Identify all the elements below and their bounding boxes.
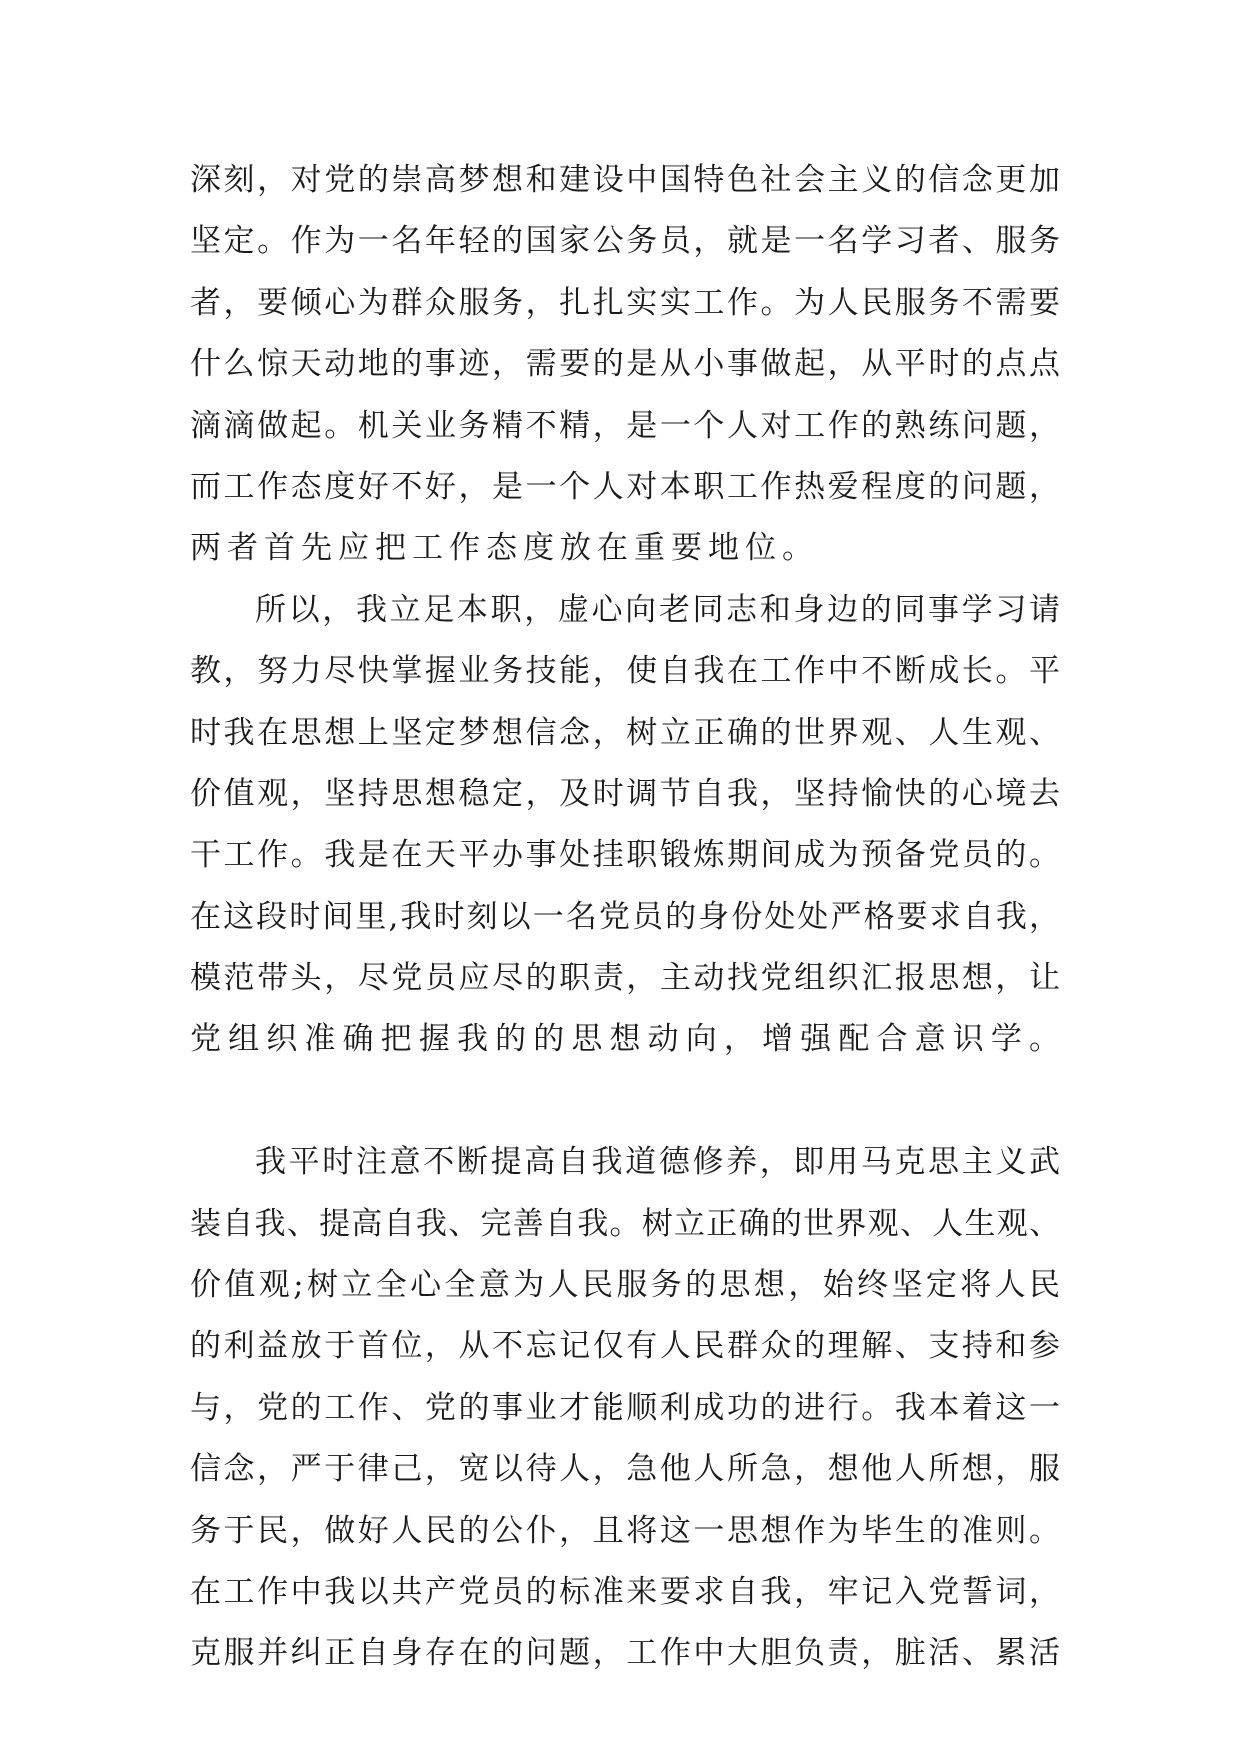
body-text: [190, 150, 1060, 1685]
text-line: 两者首先应把工作态度放在重要地位。: [190, 530, 819, 567]
text-line: 滴滴做起。机关业务精不精，是一个人对工作的熟练问题，: [190, 407, 1060, 444]
text-line: 我平时注意不断提高自我道德修养，即用马克思主义武: [255, 1144, 1060, 1181]
paragraph-3: [190, 1132, 1060, 1685]
text-line: 教，努力尽快掌握业务技能，使自我在工作中不断成长。平: [190, 653, 1060, 690]
text-line: 克服并纠正自身存在的问题，工作中大胆负责，脏活、累活: [190, 1635, 1060, 1672]
text-line: 时我在思想上坚定梦想信念，树立正确的世界观、人生观、: [190, 714, 1060, 751]
text-line: 者，要倾心为群众服务，扎扎实实工作。为人民服务不需要: [190, 284, 1060, 321]
text-line: 务于民，做好人民的公仆，且将这一思想作为毕生的准则。: [190, 1512, 1060, 1549]
paragraph-2: [190, 580, 1060, 1133]
text-line: 价值观，坚持思想稳定，及时调节自我，坚持愉快的心境去: [190, 775, 1060, 812]
paragraph-1: [190, 150, 1060, 580]
text-line: [190, 1071, 1060, 1132]
text-line: 坚定。作为一名年轻的国家公务员，就是一名学习者、服务: [190, 223, 1060, 260]
text-line: 装自我、提高自我、完善自我。树立正确的世界观、人生观、: [190, 1205, 1060, 1242]
text-line: 与，党的工作、党的事业才能顺利成功的进行。我本着这一: [190, 1389, 1060, 1426]
text-line: 在工作中我以共产党员的标准来要求自我，牢记入党誓词，: [190, 1573, 1060, 1610]
text-line: 什么惊天动地的事迹，需要的是从小事做起，从平时的点点: [190, 346, 1060, 383]
text-line: 在这段时间里,我时刻以一名党员的身份处处严格要求自我，: [190, 898, 1060, 935]
text-line: 而工作态度好不好，是一个人对本职工作热爱程度的问题，: [190, 468, 1060, 505]
text-line: 信念，严于律己，宽以待人，急他人所急，想他人所想，服: [190, 1451, 1060, 1488]
text-line: 的利益放于首位，从不忘记仅有人民群众的理解、支持和参: [190, 1328, 1060, 1365]
text-line: 模范带头，尽党员应尽的职责，主动找党组织汇报思想，让: [190, 960, 1060, 997]
text-line: 干工作。我是在天平办事处挂职锻炼期间成为预备党员的。: [190, 837, 1060, 874]
text-line: 价值观;树立全心全意为人民服务的思想，始终坚定将人民: [190, 1267, 1060, 1304]
text-line: 党组织准确把握我的的思想动向，增强配合意识学。: [190, 1021, 1060, 1058]
text-line: 深刻，对党的崇高梦想和建设中国特色社会主义的信念更加: [190, 162, 1060, 198]
text-line: 所以，我立足本职，虚心向老同志和身边的同事学习请: [255, 591, 1060, 628]
